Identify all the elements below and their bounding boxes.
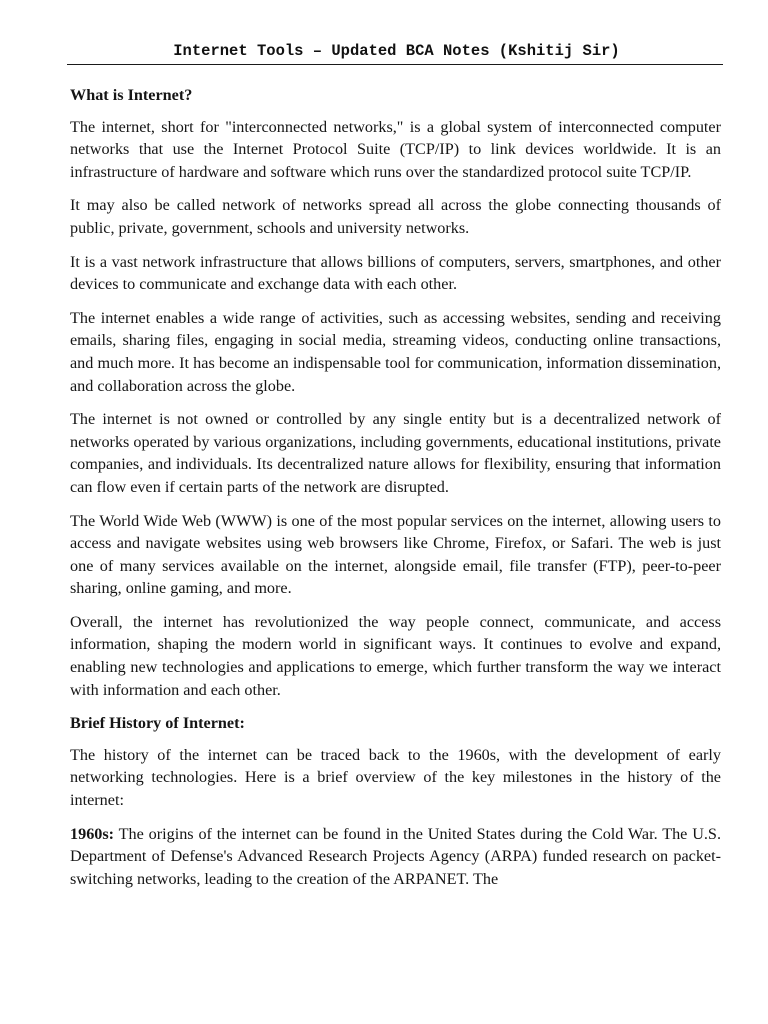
section-heading-brief-history: Brief History of Internet: [70,714,245,733]
header-divider [67,64,723,65]
paragraph-definition: The internet, short for "interconnected networks," is a global system of interconnected computer networks that use the Internet Protocol Suite (TCP/IP) to link devices worldwide. It is an infrastructure of hardware and software which runs over the standardized protocol suite TCP/IP. [70,117,721,181]
document-body [70,84,721,901]
milestone-label: 1960s: [70,824,115,843]
running-header: Internet Tools – Updated BCA Notes (Kshitij Sir) [173,42,620,60]
section-heading-what-is-internet: What is Internet? [70,86,193,104]
paragraph-world-wide-web: The World Wide Web (WWW) is one of the most popular services on the internet, allowing users to access and navigate websites using web browsers like Chrome, Firefox, or Safari. The web is just one of many services available on the internet, alongside email, file transfer (FTP), peer-to-peer sharing, online gaming, and more. [70,511,721,598]
paragraph-decentralized: The internet is not owned or controlled by any single entity but is a decentralized network of networks operated by various organizations, including governments, educational institutions, private companies, and individuals. Its decentralized nature allows for flexibility, ensuring that information can flow even if certain parts of the network are disrupted. [70,410,721,496]
paragraph-infrastructure: It is a vast network infrastructure that allows billions of computers, servers, smartphones, and other devices to communicate and exchange data with each other. [70,252,721,294]
paragraph-network-of-networks: It may also be called network of networks spread all across the globe connecting thousands of public, private, government, schools and university networks. [70,196,721,237]
paragraph-activities: The internet enables a wide range of activities, such as accessing websites, sending and receiving emails, sharing files, engaging in social media, streaming videos, conducting online transactions, and much more. It has become an indispensable tool for communication, information dissemination, and collaboration across the globe. [70,308,721,395]
milestone-text: The origins of the internet can be found in the United States during the Cold War. The U.S. Department of Defense's Advanced Research Projects Agency (ARPA) funded research on packet-switching networks, leading to the creation of the ARPANET. The [70,824,721,888]
paragraph-milestone-1960s [70,823,721,891]
paragraph-overall: Overall, the internet has revolutionized the way people connect, communicate, and access information, shaping the modern world in significant ways. It continues to evolve and expand, enabling new technologies and applications to emerge, which further transform the way we interact with information and each other. [70,612,721,699]
paragraph-history-intro: The history of the internet can be traced back to the 1960s, with the development of early networking technologies. Here is a brief overview of the key milestones in the history of the internet: [70,745,721,810]
